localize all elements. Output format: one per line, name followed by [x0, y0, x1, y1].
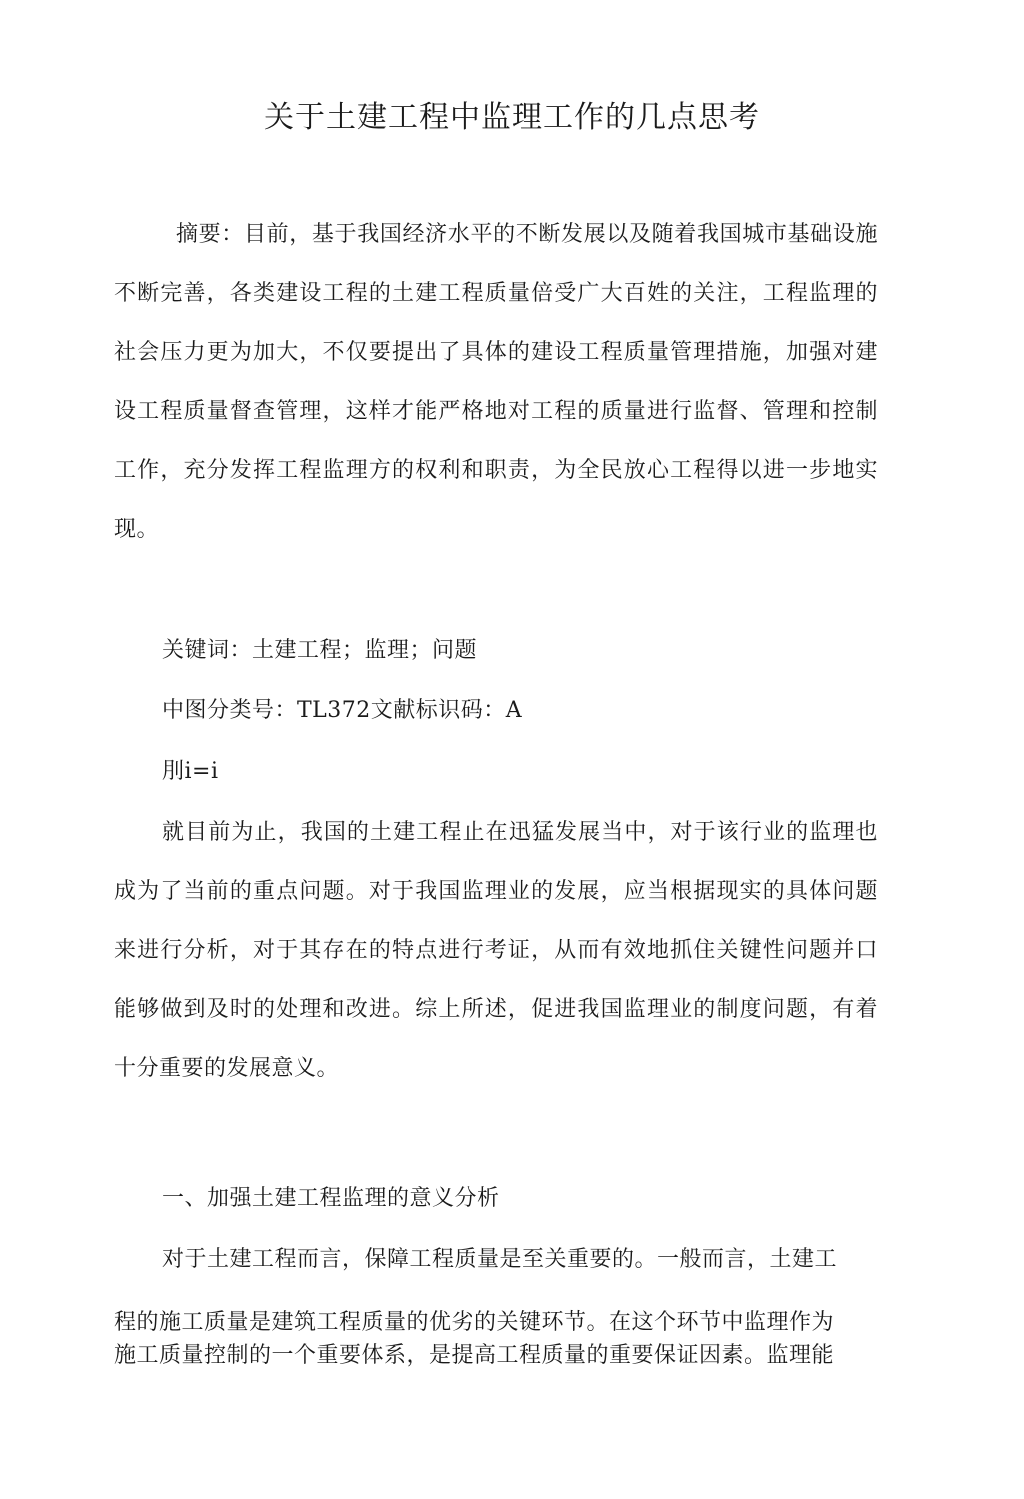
section-body-line: 施工质量控制的一个重要体系，是提高工程质量的重要保证因素。监理能: [114, 1343, 835, 1368]
section-body-line: 程的施工质量是建筑工程质量的优劣的关键环节。在这个环节中监理作为: [114, 1310, 835, 1335]
preface-label: 刖i=i: [162, 759, 219, 784]
classification-line: 中图分类号：TL372文献标识码：A: [162, 698, 523, 723]
document-title: 关于土建工程中监理工作的几点思考: [264, 100, 760, 135]
intro-paragraph: 就目前为止，我国的土建工程止在迅猛发展当中，对于该行业的监理也成为了当前的重点问题。对于我国监理业的发展，应当根据现实的具体问题来进行分析，对于其存在的特点进行考证，从而有效地抓住关键性问题并口能够做到及时的处理和改进。综上所述，促进我国监理业的制度问题，有着十分重要的发展意义。: [114, 820, 878, 1081]
section-heading: 一、加强土建工程监理的意义分析: [162, 1186, 500, 1211]
section-body-line: 对于土建工程而言，保障工程质量是至关重要的。一般而言，土建工: [162, 1247, 838, 1272]
abstract-paragraph: 摘要：目前，基于我国经济水平的不断发展以及随着我国城市基础设施不断完善，各类建设工程的土建工程质量倍受广大百姓的关注，工程监理的社会压力更为加大，不仅要提出了具体的建设工程质量管理措施，加强对建设工程质量督查管理，这样才能严格地对工程的质量进行监督、管理和控制工作，充分发挥工程监理方的权利和职责，为全民放心工程得以进一步地实现。: [114, 222, 878, 542]
keywords-line: 关键词：土建工程；监理；问题: [162, 638, 478, 663]
